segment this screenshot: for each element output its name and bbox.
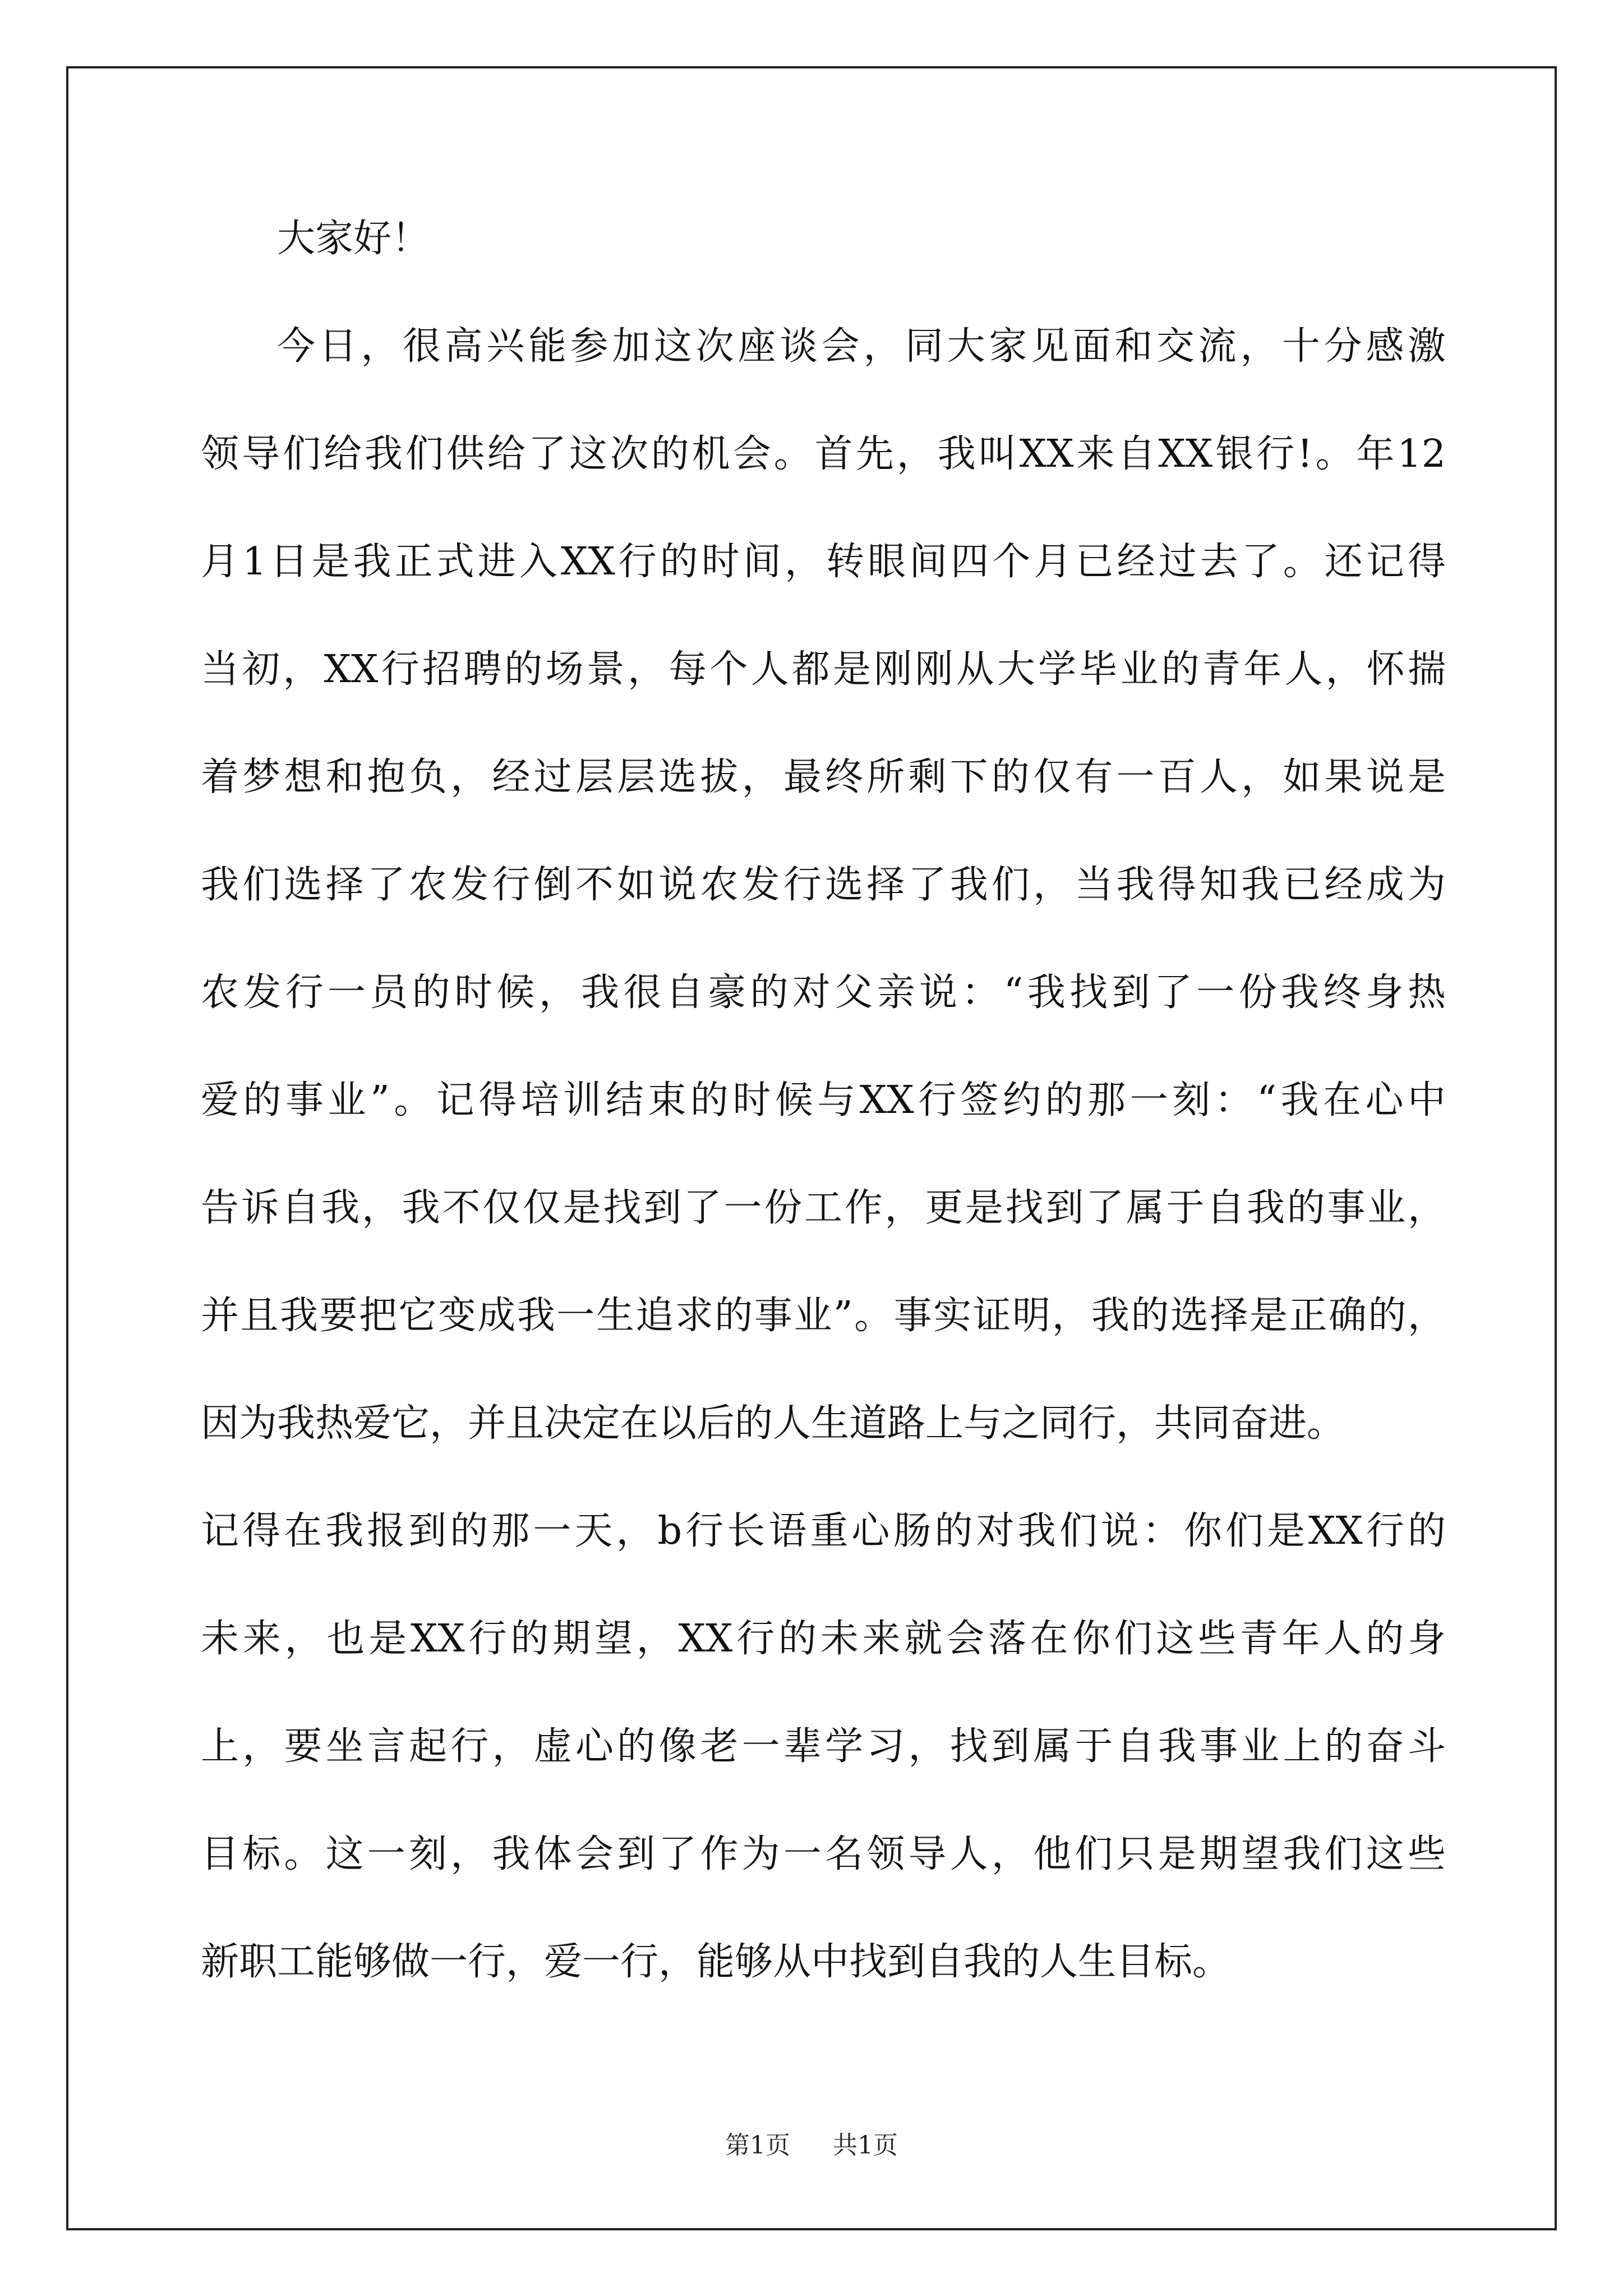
- text-line: 我们选择了农发行倒不如说农发行选择了我们，当我得知我已经成为: [201, 863, 1446, 907]
- text-line: 上，要坐言起行，虚心的像老一辈学习，找到属于自我事业上的奋斗: [201, 1724, 1446, 1769]
- page-number-total: 共1页: [833, 2131, 898, 2160]
- text-line: 当初，XX行招聘的场景，每个人都是刚刚从大学毕业的青年人，怀揣: [201, 647, 1446, 692]
- text-line: 今日，很高兴能参加这次座谈会，同大家见面和交流，十分感激: [277, 324, 1446, 369]
- text-line: 爱的事业”。记得培训结束的时候与XX行签约的那一刻：“我在心中: [201, 1078, 1446, 1122]
- text-line: 月1日是我正式进入XX行的时间，转眼间四个月已经过去了。还记得: [201, 540, 1446, 584]
- page-footer: [0, 2125, 1623, 2161]
- text-line: 着梦想和抱负，经过层层选拔，最终所剩下的仅有一百人，如果说是: [201, 755, 1446, 799]
- text-line: 新职工能够做一行，爱一行，能够从中找到自我的人生目标。: [201, 1940, 1231, 1984]
- text-line: 未来，也是XX行的期望，XX行的未来就会落在你们这些青年人的身: [201, 1617, 1446, 1661]
- document-body: [201, 185, 1446, 2016]
- greeting-line: 大家好！: [277, 217, 430, 261]
- text-line: 并且我要把它变成我一生追求的事业”。事实证明，我的选择是正确的，: [201, 1294, 1446, 1338]
- page-number-current: 第1页: [725, 2131, 790, 2160]
- text-line: 告诉自我，我不仅仅是找到了一份工作，更是找到了属于自我的事业，: [201, 1186, 1446, 1230]
- text-line: 记得在我报到的那一天，b行长语重心肠的对我们说：你们是XX行的: [201, 1509, 1446, 1553]
- text-line: 农发行一员的时候，我很自豪的对父亲说：“我找到了一份我终身热: [201, 970, 1446, 1015]
- text-line: 目标。这一刻，我体会到了作为一名领导人，他们只是期望我们这些: [201, 1832, 1446, 1876]
- text-line: 领导们给我们供给了这次的机会。首先，我叫XX来自XX银行!。年12: [201, 432, 1446, 476]
- text-line: 因为我热爱它，并且决定在以后的人生道路上与之同行，共同奋进。: [201, 1401, 1345, 1446]
